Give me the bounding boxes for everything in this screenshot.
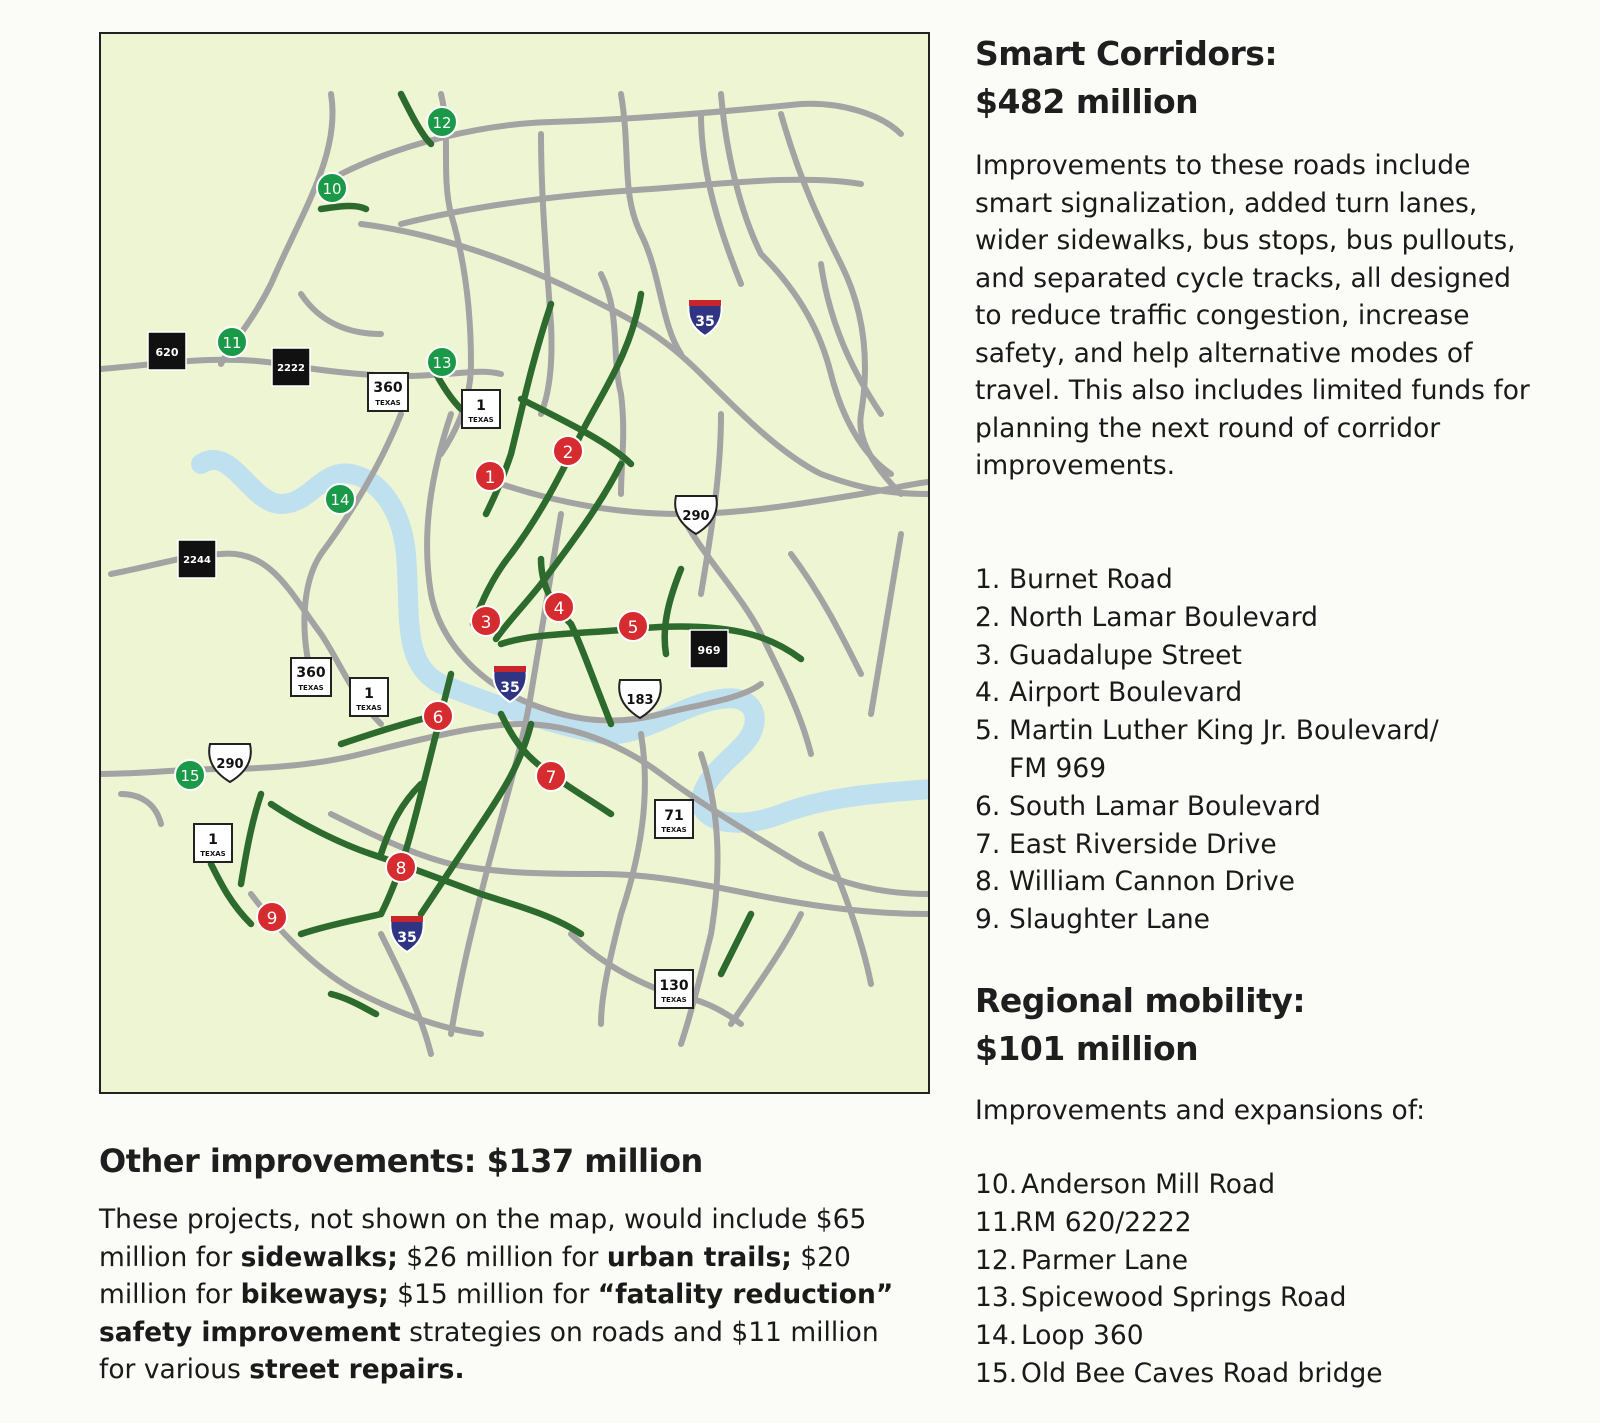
i35-shield-north <box>688 300 721 336</box>
other-improvements-heading: Other improvements: $137 million <box>99 1142 703 1180</box>
corridor-marker-label: 6 <box>432 708 444 728</box>
regional-mobility-amount: $101 million <box>975 1029 1199 1068</box>
text-run: These projects, not shown on the map, would include $65 million for <box>99 1204 867 1273</box>
list-item <box>975 1204 1383 1242</box>
list-item <box>975 1279 1383 1317</box>
item-label: William Cannon Drive <box>1009 866 1295 898</box>
list-item <box>975 1317 1383 1355</box>
bold-run: urban trails; <box>606 1241 792 1273</box>
smart-corridors-heading: Smart Corridors: <box>975 34 1278 73</box>
regional-mobility-list <box>975 1166 1383 1393</box>
texas-label: TEXAS <box>468 416 494 424</box>
item-label: South Lamar Boulevard <box>1009 790 1321 822</box>
item-label: FM 969 <box>1009 752 1107 784</box>
list-item <box>975 561 1439 599</box>
regional-marker-label: 12 <box>432 114 452 132</box>
corridor-marker-8 <box>386 852 416 882</box>
sh130-label: 130 <box>659 978 689 994</box>
sh71-label: 71 <box>664 808 684 824</box>
us290-shield-west <box>209 744 251 782</box>
list-item <box>975 788 1439 826</box>
corridor-marker-label: 4 <box>553 599 565 619</box>
fm969-shield <box>690 630 728 668</box>
list-item <box>975 863 1439 901</box>
regional-mobility-heading: Regional mobility: <box>975 981 1306 1020</box>
list-item <box>975 750 1439 788</box>
us183-label: 183 <box>626 693 654 708</box>
corridor-marker-9 <box>257 902 287 932</box>
text-run: $20 million for <box>99 1241 851 1310</box>
sh1-label: 1 <box>208 832 218 848</box>
item-label: Burnet Road <box>1009 564 1173 595</box>
fm969-label: 969 <box>697 644 721 657</box>
i35-label: 35 <box>397 930 417 946</box>
corridor-marker-2 <box>553 436 583 466</box>
item-number: 13. <box>975 1282 1018 1314</box>
sh1-label: 1 <box>364 686 374 702</box>
bold-run: bikeways; <box>240 1279 389 1310</box>
item-label: Loop 360 <box>1021 1320 1144 1352</box>
item-number: 8. <box>975 866 1001 898</box>
sh1-shield-north <box>462 390 500 428</box>
corridor-marker-label: 8 <box>395 859 407 879</box>
i35-shield-south <box>390 916 423 952</box>
item-label: East Riverside Drive <box>1009 828 1277 860</box>
list-item <box>975 1166 1383 1204</box>
item-number: 1. <box>975 564 1001 595</box>
corridor-map <box>99 32 930 1094</box>
sh71-shield <box>655 800 693 838</box>
item-number: 11. <box>975 1206 1018 1238</box>
list-item <box>975 1242 1383 1280</box>
rm2222-label: 2222 <box>277 363 305 374</box>
item-label: RM 620/2222 <box>1015 1206 1192 1238</box>
us290-label: 290 <box>216 757 244 772</box>
corridor-marker-label: 9 <box>266 909 278 929</box>
corridor-marker-4 <box>544 592 574 622</box>
i35-label: 35 <box>695 314 715 330</box>
item-number: 7. <box>975 828 1001 860</box>
item-label: Slaughter Lane <box>1009 904 1210 936</box>
regional-marker-11 <box>217 327 247 357</box>
corridor-marker-7 <box>536 761 566 791</box>
list-item <box>975 599 1439 637</box>
item-number: 3. <box>975 639 1001 671</box>
regional-marker-label: 10 <box>322 180 342 198</box>
text-run: strategies on roads and $11 million for various <box>99 1316 879 1385</box>
sh360-label: 360 <box>373 380 403 396</box>
item-number: 12. <box>975 1244 1018 1276</box>
regional-marker-12 <box>427 107 457 137</box>
regional-marker-14 <box>325 484 355 514</box>
texas-label: TEXAS <box>375 399 401 407</box>
sh360-shield-south <box>291 658 331 696</box>
corridor-marker-label: 5 <box>627 618 639 638</box>
regional-marker-label: 13 <box>432 354 452 372</box>
list-item <box>975 712 1439 750</box>
regional-marker-15 <box>175 760 205 790</box>
item-label: North Lamar Boulevard <box>1009 601 1318 633</box>
item-number: 10. <box>975 1169 1018 1200</box>
regional-marker-label: 14 <box>330 491 350 509</box>
sh1-shield-central <box>350 678 388 716</box>
regional-marker-label: 15 <box>180 767 200 785</box>
list-item <box>975 637 1439 675</box>
sh1-label: 1 <box>476 398 486 414</box>
item-label: Old Bee Caves Road bridge <box>1021 1357 1383 1389</box>
list-item <box>975 674 1439 712</box>
corridor-marker-label: 3 <box>480 613 492 633</box>
corridor-marker-5 <box>618 611 648 641</box>
item-label: Guadalupe Street <box>1009 639 1242 671</box>
item-number: 4. <box>975 677 1001 709</box>
item-number: 2. <box>975 601 1001 633</box>
list-item <box>975 826 1439 864</box>
regional-mobility-intro: Improvements and expansions of: <box>975 1095 1426 1126</box>
texas-label: TEXAS <box>298 684 324 692</box>
sh360-shield-north <box>368 373 408 411</box>
list-item <box>975 901 1439 939</box>
rm2244-label: 2244 <box>183 555 211 566</box>
us290-label: 290 <box>682 509 710 524</box>
sh1-shield-south <box>194 824 232 862</box>
rm2244-shield <box>178 540 216 578</box>
road-network <box>101 94 928 1054</box>
item-label: Parmer Lane <box>1021 1244 1188 1276</box>
text-run: $15 million for <box>388 1279 598 1310</box>
item-number: 14. <box>975 1320 1018 1352</box>
texas-label: TEXAS <box>356 704 382 712</box>
corridor-marker-3 <box>471 606 501 636</box>
rm620-label: 620 <box>155 346 179 359</box>
regional-marker-13 <box>427 347 457 377</box>
corridor-marker-label: 1 <box>484 468 496 488</box>
corridor-network <box>211 94 801 1014</box>
bold-run: street repairs. <box>249 1354 465 1385</box>
other-improvements-text <box>99 1201 919 1389</box>
item-label: Martin Luther King Jr. Boulevard/ <box>1009 715 1439 747</box>
smart-corridors-amount: $482 million <box>975 82 1199 121</box>
texas-label: TEXAS <box>200 850 226 858</box>
item-number: 5. <box>975 715 1001 747</box>
sh130-shield <box>655 970 693 1008</box>
regional-marker-label: 11 <box>222 334 242 352</box>
item-number: 6. <box>975 790 1001 822</box>
item-number: 15. <box>975 1357 1018 1389</box>
corridor-marker-label: 2 <box>562 443 574 463</box>
corridor-marker-6 <box>423 701 453 731</box>
texas-label: TEXAS <box>661 826 687 834</box>
smart-corridors-list <box>975 561 1439 939</box>
corridor-marker-label: 7 <box>545 768 557 788</box>
corridor-marker-1 <box>475 461 505 491</box>
list-item <box>975 1355 1383 1393</box>
rm2222-shield <box>272 348 310 386</box>
smart-corridors-description: Improvements to these roads include smart signalization, added turn lanes, wider sidewalks, bus stops, bus pullouts, and separated cycle tracks, all designed to reduce traffic congestion, increase safety, and help alternative modes of travel. This also includes limited funds for planning the next round of corridor improvements. <box>975 150 1530 481</box>
item-label: Anderson Mill Road <box>1021 1169 1276 1200</box>
item-number: 9. <box>975 904 1001 936</box>
text-run: $26 million for <box>397 1241 607 1273</box>
regional-marker-10 <box>317 173 347 203</box>
bold-run: sidewalks; <box>240 1241 398 1273</box>
item-label: Airport Boulevard <box>1009 677 1243 709</box>
sh360-label: 360 <box>296 665 326 681</box>
i35-label: 35 <box>500 680 520 696</box>
item-label: Spicewood Springs Road <box>1021 1282 1347 1314</box>
texas-label: TEXAS <box>661 996 687 1004</box>
bold-run: “fatality reduction” safety improvement <box>99 1279 894 1348</box>
rm620-shield <box>148 332 186 370</box>
map-canvas <box>101 34 928 1092</box>
